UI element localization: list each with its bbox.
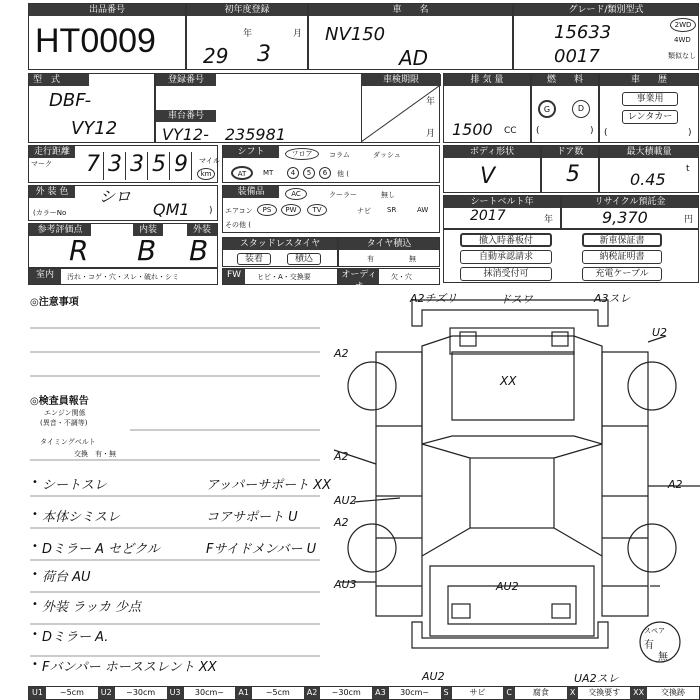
- capacity-label: 最大積載量: [600, 146, 698, 158]
- note-right-2: コアサポート U: [206, 510, 298, 525]
- note-left: Dミラー A.: [42, 630, 109, 645]
- body-value: V: [480, 164, 496, 189]
- diag-bottom-left: AU2: [422, 670, 445, 683]
- diag-top-mid: ドスワ: [500, 293, 533, 306]
- fuel-label: 燃 料: [532, 74, 598, 86]
- diag-right-mid: A2: [668, 478, 683, 491]
- spare-none: 無: [658, 652, 668, 663]
- equip-cooler: クーラー: [329, 191, 357, 199]
- car-diagram: [330, 286, 700, 678]
- recycle-box: [561, 195, 699, 229]
- engine-sub: (異音・不調等): [40, 419, 88, 427]
- legend-text: 交換要す: [588, 688, 621, 697]
- mileage-digit: 9: [171, 152, 192, 180]
- equip-none: 無し: [381, 191, 395, 199]
- capacity-unit: t: [686, 164, 690, 174]
- note-bullet: •: [32, 541, 38, 552]
- inspection-diagonal: [361, 86, 439, 142]
- seatbelt-box: [443, 195, 561, 229]
- equipment-box: [222, 185, 440, 233]
- drive-2wd: 2WD: [670, 18, 696, 32]
- equip-ps: PS: [257, 204, 277, 216]
- legend-code: U3: [167, 687, 184, 699]
- legend-code: X: [567, 687, 578, 699]
- color-no-label: (カラーNo: [33, 209, 67, 217]
- first-registration-month: 3: [257, 42, 271, 67]
- displacement-value: 1500: [452, 120, 493, 139]
- mileage-digit: 3: [127, 152, 148, 180]
- fuel-other-open: (: [536, 126, 540, 136]
- studless-have: 装着: [237, 253, 271, 265]
- recycle-unit: 円: [684, 215, 694, 225]
- usage-other-close: ): [688, 128, 692, 138]
- shift-label: シフト: [223, 146, 279, 158]
- color-box: [28, 185, 218, 221]
- fw-box: [222, 268, 338, 285]
- paper-tax: 納税証明書: [582, 250, 662, 264]
- mileage-label: 走行距離: [29, 146, 75, 158]
- note-left: シートスレ: [42, 478, 107, 493]
- month-unit: 月: [293, 29, 303, 39]
- interior-defects-box: [28, 268, 218, 285]
- legend-code: A1: [235, 687, 252, 699]
- fw-label: FW: [223, 269, 245, 284]
- lot-box: [28, 3, 186, 70]
- color-close: ): [209, 206, 213, 216]
- score-label: 参考評価点: [29, 224, 91, 236]
- audio-box: [338, 268, 440, 292]
- equipment-label: 装備品: [223, 186, 279, 198]
- shift-mt: MT: [263, 169, 274, 177]
- usage-label: 車 歴: [600, 74, 698, 86]
- shift-at: AT: [231, 166, 253, 180]
- grade-box: [513, 3, 699, 70]
- model-code-box: [28, 73, 155, 143]
- attention-lines: [30, 300, 330, 390]
- displacement-box: [443, 73, 531, 143]
- recycle-label: リサイクル預託金: [562, 196, 698, 208]
- equip-other: その他 (: [225, 221, 251, 229]
- note-left: Dミラー A セどクル: [42, 542, 160, 557]
- studless-load: 積込: [287, 253, 321, 265]
- body-box: [443, 145, 541, 193]
- shift-other: 他 (: [337, 170, 349, 178]
- legend-code: S: [441, 687, 452, 699]
- spare-have: 有: [644, 640, 654, 651]
- shift-4: 4: [287, 167, 299, 179]
- paper-plate: 撤入時番板付: [460, 233, 552, 247]
- paper-warranty: 新車保証書: [582, 233, 662, 247]
- legend-code: A2: [304, 687, 321, 699]
- mileage-digit: 5: [149, 152, 170, 180]
- seatbelt-label: シートベルト年: [444, 196, 560, 208]
- shift-box: [222, 145, 440, 183]
- chassis-value: VY12- 235981: [162, 125, 286, 144]
- mileage-digit: 7: [83, 152, 104, 180]
- model-code-suffix: VY12: [71, 118, 118, 139]
- tire-none: 無: [409, 255, 416, 263]
- first-registration-box: [186, 3, 308, 70]
- body-label: ボディ形状: [444, 146, 540, 158]
- doors-value: 5: [566, 162, 580, 187]
- usage-rental: レンタカー: [622, 110, 678, 124]
- color-label: 外 装 色: [29, 186, 75, 198]
- model-box: [308, 3, 513, 70]
- note-left: 本体シミスレ: [42, 510, 121, 525]
- attention-label: ◎注意事項: [30, 297, 79, 308]
- spare-label: スペア: [644, 627, 665, 635]
- legend-text: ~30cm: [126, 688, 156, 697]
- mileage-unit-km: km: [197, 168, 215, 180]
- diag-roof: XX: [500, 374, 517, 388]
- legend-text: 30cm~: [194, 688, 224, 697]
- audio-values: 欠・穴: [391, 273, 412, 281]
- fuel-box: [531, 73, 599, 143]
- legend-text: ~5cm: [265, 688, 290, 697]
- note-bullet: •: [32, 629, 38, 640]
- engine-label: エンジン関係: [44, 409, 86, 417]
- legend-code: C: [503, 687, 515, 699]
- first-registration-label: 初年度登録: [187, 4, 307, 16]
- registration-number-label: 登録番号: [156, 74, 216, 86]
- fuel-other-close: ): [590, 126, 594, 136]
- interior-value: B: [137, 234, 157, 267]
- model-value: NV150: [325, 24, 386, 45]
- inspector-label: ◎検査員報告: [30, 396, 89, 407]
- lot-value: HT0009: [35, 22, 156, 60]
- capacity-value: 0.45: [630, 170, 666, 189]
- shift-5: 5: [303, 167, 315, 179]
- note-bullet: •: [32, 569, 38, 580]
- seatbelt-value: 2017: [470, 208, 506, 224]
- interior-defects-label: 室内: [29, 269, 61, 284]
- legend-code: U2: [98, 687, 115, 699]
- note-bullet: •: [32, 509, 38, 520]
- diag-left-5: AU3: [334, 578, 357, 591]
- mileage-digit: 3: [105, 152, 126, 180]
- mileage-unit-mile: マイル: [199, 157, 220, 165]
- note-right-3: Fサイドメンバー U: [206, 542, 317, 557]
- diag-top-left: A2チズリ: [410, 292, 458, 305]
- displacement-unit: CC: [504, 126, 517, 136]
- grade-value: AD: [399, 46, 429, 70]
- tire-label: タイヤ積込: [339, 238, 439, 250]
- legend-text: 30cm~: [400, 688, 430, 697]
- type-code-1: 15633: [554, 22, 612, 43]
- score-box: [28, 223, 218, 268]
- note-left: 外装 ラッカ 少点: [42, 600, 142, 615]
- inspection-year-unit: 年: [426, 97, 436, 107]
- recycle-value: 9,370: [602, 208, 648, 227]
- note-left: Fバンパー ホーススレント XX: [42, 660, 217, 675]
- diag-right-top: U2: [652, 326, 668, 339]
- diag-top-right: A3スレ: [594, 292, 631, 305]
- diag-left-3: AU2: [334, 494, 357, 507]
- legend-text: ~30cm: [331, 688, 361, 697]
- doors-box: [541, 145, 599, 193]
- model-label: 車 名: [309, 4, 512, 16]
- usage-box: [599, 73, 699, 143]
- paper-charge-cable: 充電ケーブル: [582, 267, 662, 281]
- diag-left-4: A2: [334, 516, 349, 529]
- timing-values: 交換 有・無: [74, 450, 116, 458]
- usage-business: 事業用: [622, 92, 678, 106]
- shift-column: コラム: [329, 151, 350, 159]
- equip-pw: PW: [281, 204, 301, 216]
- first-registration-year: 29: [203, 44, 229, 68]
- legend-text: サビ: [469, 688, 486, 697]
- paper-auto-approval: 自動承認請求: [460, 250, 552, 264]
- mileage-box: [28, 145, 218, 183]
- equip-sr: SR: [387, 206, 397, 214]
- shift-dash: ダッシュ: [373, 151, 401, 159]
- score-value: R: [69, 234, 89, 267]
- equip-aw: AW: [417, 206, 429, 214]
- diag-left-1: A2: [334, 347, 349, 360]
- seatbelt-unit: 年: [544, 215, 554, 225]
- audio-label: オーディオ: [339, 269, 379, 284]
- legend-text: 腐食: [532, 688, 549, 697]
- drive-4wd: 4WD: [674, 36, 691, 44]
- inspection-month-unit: 月: [426, 129, 436, 139]
- year-unit: 年: [243, 29, 253, 39]
- displacement-label: 排 気 量: [444, 74, 530, 86]
- grade-label: グレード/類別型式: [514, 4, 698, 16]
- legend-code: XX: [630, 687, 647, 699]
- equip-tv: TV: [307, 204, 327, 216]
- shift-6: 6: [319, 167, 331, 179]
- type-code-2: 0017: [554, 46, 600, 67]
- diag-left-2: A2: [334, 450, 349, 463]
- model-code-value: DBF-: [49, 90, 92, 111]
- papers-box: [443, 229, 699, 283]
- diag-bed: AU2: [496, 580, 519, 593]
- equip-aircon: エアコン: [225, 207, 253, 215]
- legend-text: ~5cm: [59, 688, 84, 697]
- model-code-label: 型 式: [29, 74, 89, 86]
- studless-box: [222, 237, 338, 267]
- lot-label: 出品番号: [29, 4, 185, 16]
- note-bullet: •: [32, 477, 38, 488]
- damage-legend: [28, 686, 700, 700]
- shift-floor: フロア: [285, 148, 319, 160]
- color-value: シロ: [99, 187, 132, 206]
- drive-other: 類似なし: [668, 52, 696, 60]
- exterior-value: B: [189, 234, 209, 267]
- legend-code: A3: [372, 687, 389, 699]
- note-left: 荷台 AU: [42, 570, 91, 585]
- color-code: QM1: [153, 200, 190, 219]
- usage-other-open: (: [604, 128, 608, 138]
- diag-bottom-right: UA2スレ: [574, 672, 619, 685]
- inspection-label: 車検期限: [361, 74, 441, 86]
- legend-code: U1: [29, 687, 46, 699]
- capacity-box: [599, 145, 699, 193]
- fuel-d: D: [572, 100, 590, 118]
- timing-label: タイミングベルト: [40, 438, 96, 446]
- note-right-1: アッパーサポート XX: [206, 478, 332, 493]
- interior-defects-values: 汚れ・コゲ・穴・スレ・破れ・シミ: [67, 273, 179, 281]
- interior-label: 内装: [133, 224, 163, 236]
- note-bullet: •: [32, 659, 38, 670]
- studless-label: スタッドレスタイヤ: [223, 238, 337, 250]
- doors-label: ドア数: [542, 146, 598, 158]
- equip-navi: ナビ: [357, 207, 371, 215]
- note-bullet: •: [32, 599, 38, 610]
- fuel-g: G: [538, 100, 556, 118]
- legend-text: 交換跡: [661, 688, 686, 697]
- exterior-label: 外装: [187, 224, 217, 236]
- tire-box: [338, 237, 440, 267]
- tire-have: 有: [367, 255, 374, 263]
- fw-values: ヒビ・A・交換要: [257, 273, 311, 281]
- mileage-mark: マーク: [31, 160, 52, 168]
- paper-deregistration: 抹消受付可: [460, 267, 552, 281]
- equip-ac: AC: [285, 188, 307, 200]
- chassis-label: 車台番号: [156, 110, 216, 122]
